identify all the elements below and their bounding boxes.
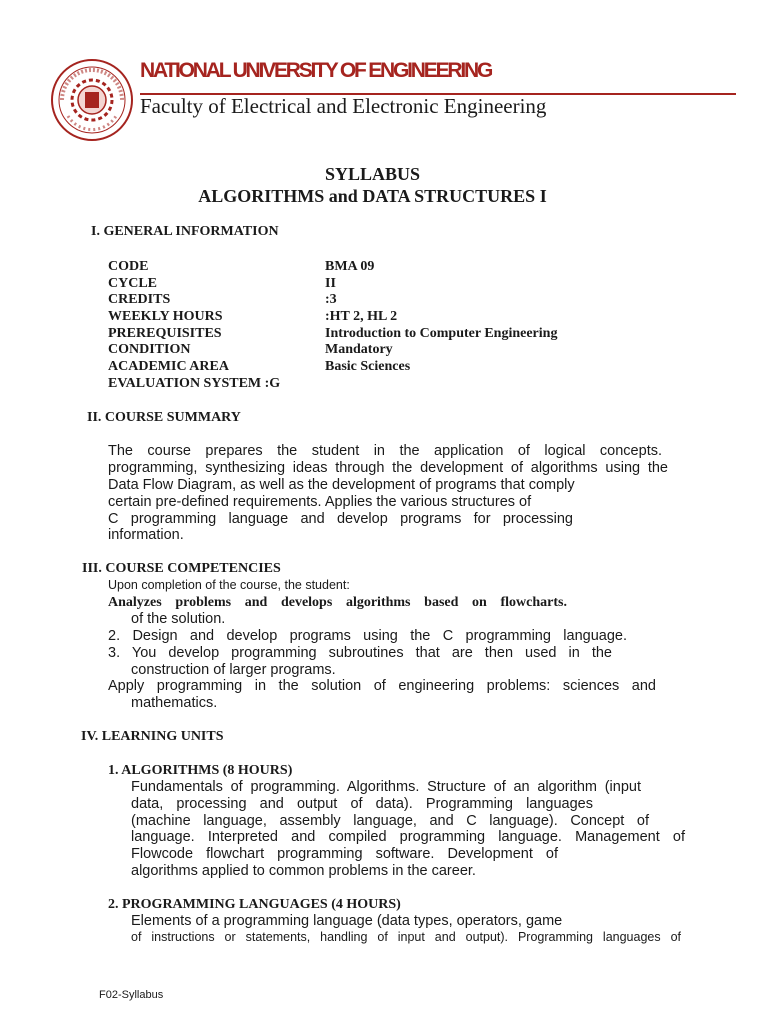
section-heading-competencies: III. COURSE COMPETENCIES	[82, 561, 281, 576]
summary-line: information.	[108, 527, 184, 543]
summary-line: programming, synthesizing ideas through the development of algorithms using the	[108, 460, 668, 476]
unit-line: Fundamentals of programming. Algorithms. Structure of an algorithm (input	[131, 779, 641, 795]
field-value: Introduction to Computer Engineering	[325, 326, 558, 341]
unit-title: 2. PROGRAMMING LANGUAGES (4 HOURS)	[108, 897, 401, 912]
competency-item: 3. You develop programming subroutines that are then used in the	[108, 645, 612, 661]
field-value: :HT 2, HL 2	[325, 309, 398, 324]
section-heading-units: IV. LEARNING UNITS	[81, 729, 224, 744]
competency-item: Apply programming in the solution of engineering problems: sciences and	[108, 678, 656, 694]
competency-item-cont: of the solution.	[131, 611, 226, 627]
field-label: CYCLE	[108, 276, 158, 291]
unit-line: Elements of a programming language (data types, operators, game	[131, 913, 563, 929]
unit-line: of instructions or statements, handling of input and output). Programming languages of	[131, 930, 681, 944]
field-label: PREREQUISITES	[108, 326, 222, 341]
field-value: Basic Sciences	[325, 359, 411, 374]
section-heading-general: I. GENERAL INFORMATION	[91, 224, 279, 239]
competency-item-cont: construction of larger programs.	[131, 662, 336, 678]
unit-line: data, processing and output of data). Programming languages	[131, 796, 593, 812]
field-label: ACADEMIC AREA	[108, 359, 229, 374]
unit-line: algorithms applied to common problems in the career.	[131, 863, 476, 879]
unit-line: (machine language, assembly language, and C language). Concept of	[131, 813, 649, 829]
summary-line: certain pre-defined requirements. Applies the various structures of	[108, 494, 532, 510]
page-footer: F02-Syllabus	[99, 989, 164, 1001]
field-value: II	[325, 276, 336, 291]
unit-title: 1. ALGORITHMS (8 HOURS)	[108, 763, 293, 778]
field-label: WEEKLY HOURS	[108, 309, 223, 324]
field-label: CONDITION	[108, 342, 191, 357]
course-title: ALGORITHMS and DATA STRUCTURES I	[198, 186, 547, 206]
field-value: BMA 09	[325, 259, 375, 274]
unit-line: Flowcode flowchart programming software. Development of	[131, 846, 558, 862]
competency-item: 2. Design and develop programs using the C programming language.	[108, 628, 627, 644]
document-title: SYLLABUS	[324, 164, 421, 184]
unit-line: language. Interpreted and compiled programming language. Management of	[131, 829, 685, 845]
summary-line: C programming language and develop programs for processing	[108, 511, 573, 527]
faculty-name: Faculty of Electrical and Electronic Engineering	[140, 94, 547, 118]
university-seal-logo	[50, 58, 134, 142]
field-label: CODE	[108, 259, 149, 274]
field-label: CREDITS	[108, 292, 171, 307]
competency-item: Analyzes problems and develops algorithms based on flowcharts.	[108, 595, 567, 610]
field-value: Mandatory	[325, 342, 393, 357]
field-label: EVALUATION SYSTEM :G	[108, 376, 281, 391]
section-heading-summary: II. COURSE SUMMARY	[87, 410, 241, 425]
summary-line: The course prepares the student in the application of logical concepts.	[108, 443, 662, 459]
competency-item-cont: mathematics.	[131, 695, 218, 711]
university-name: NATIONAL UNIVERSITY OF ENGINEERING	[140, 59, 492, 82]
field-value: :3	[325, 292, 337, 307]
summary-line: Data Flow Diagram, as well as the development of programs that comply	[108, 477, 575, 493]
competencies-intro: Upon completion of the course, the student:	[108, 578, 350, 592]
